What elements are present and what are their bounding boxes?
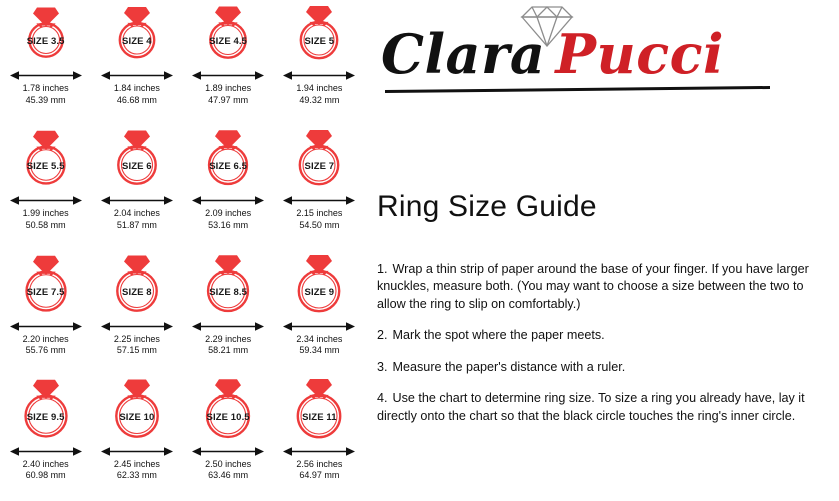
instruction-step-text: Wrap a thin strip of paper around the base of your finger. If you have larger knuckles, measure both. (You may want to choose a size between the two to allow the ring to slip on comfortably.) xyxy=(377,261,809,311)
ring-size-cell xyxy=(274,0,365,125)
instruction-list xyxy=(377,248,829,439)
ring-measure-mm: 60.98 mm xyxy=(25,470,66,481)
ring-measure-mm: 49.32 mm xyxy=(299,94,340,105)
ring-measure-mm: 51.87 mm xyxy=(116,219,157,230)
ring-illustration xyxy=(189,2,267,68)
ring-illustration xyxy=(98,127,176,193)
ring-illustration xyxy=(7,378,85,444)
ring-size-cell xyxy=(183,376,274,501)
ring-measurements xyxy=(23,334,69,357)
ring-size-label: SIZE 4.5 xyxy=(209,36,247,47)
measure-arrow-icon xyxy=(282,69,356,82)
ring-size-label: SIZE 5.5 xyxy=(26,161,65,173)
ring-size-cell xyxy=(274,125,365,250)
ring-measure-mm: 64.97 mm xyxy=(299,470,340,481)
measure-arrow-icon xyxy=(191,69,265,82)
instruction-step xyxy=(377,327,829,345)
brand-underline xyxy=(385,86,770,93)
ring-size-cell xyxy=(91,0,182,125)
instruction-step-number: 3. xyxy=(377,359,388,374)
ring-measure-mm: 58.21 mm xyxy=(208,345,249,355)
ring-measure-inches: 2.15 inches xyxy=(296,208,343,219)
ring-illustration xyxy=(98,2,176,68)
ring-illustration xyxy=(98,253,176,319)
ring-measure-mm: 47.97 mm xyxy=(208,94,249,105)
measure-arrow-icon xyxy=(282,194,356,207)
measure-arrow-icon xyxy=(100,320,174,333)
ring-measure-inches: 1.89 inches xyxy=(205,83,252,93)
instruction-step xyxy=(377,261,829,314)
ring-measurements xyxy=(114,208,160,231)
ring-size-label: SIZE 11 xyxy=(302,411,337,423)
ring-measurements xyxy=(205,334,251,357)
ring-measure-inches: 2.40 inches xyxy=(22,458,69,469)
ring-size-cell xyxy=(274,376,365,501)
ring-measure-inches: 1.78 inches xyxy=(22,83,69,93)
ring-measure-mm: 45.39 mm xyxy=(25,94,66,105)
brand-name-second: Pucci xyxy=(555,22,725,86)
ring-measurements xyxy=(23,459,69,482)
ring-measurements xyxy=(296,334,342,357)
ring-measure-inches: 1.94 inches xyxy=(296,83,343,93)
ring-illustration xyxy=(189,378,267,444)
ring-measure-inches: 2.20 inches xyxy=(22,333,69,344)
ring-illustration xyxy=(7,127,85,193)
instruction-step-text: Mark the spot where the paper meets. xyxy=(392,328,605,343)
ring-size-cell xyxy=(0,0,91,125)
ring-measure-inches: 2.04 inches xyxy=(113,208,160,219)
ring-size-cell xyxy=(0,251,91,376)
ring-measure-inches: 2.29 inches xyxy=(205,333,252,344)
instruction-step xyxy=(377,359,829,377)
measure-arrow-icon xyxy=(282,445,356,458)
instruction-step-number: 1. xyxy=(377,261,388,276)
measure-arrow-icon xyxy=(9,320,83,333)
measure-arrow-icon xyxy=(282,320,356,333)
ring-measure-mm: 63.46 mm xyxy=(208,470,249,481)
ring-size-cell xyxy=(91,376,182,501)
ring-measure-mm: 50.58 mm xyxy=(25,219,66,230)
ring-measure-mm: 54.50 mm xyxy=(299,219,340,230)
ring-size-cell xyxy=(0,125,91,250)
ring-measurements xyxy=(23,83,69,106)
ring-illustration xyxy=(7,253,85,319)
ring-size-label: SIZE 8.5 xyxy=(209,286,247,298)
ring-measurements xyxy=(296,83,342,106)
brand-wordmark xyxy=(381,22,781,86)
ring-measure-inches: 2.09 inches xyxy=(205,208,252,219)
ring-size-label: SIZE 10.5 xyxy=(206,411,250,423)
measure-arrow-icon xyxy=(9,194,83,207)
measure-arrow-icon xyxy=(9,445,83,458)
ring-measure-inches: 2.34 inches xyxy=(296,333,343,344)
ring-measure-mm: 57.15 mm xyxy=(116,345,157,355)
ring-measurements xyxy=(114,334,160,357)
ring-size-label: SIZE 9 xyxy=(304,286,335,298)
ring-size-cell xyxy=(91,251,182,376)
instruction-step-text: Use the chart to determine ring size. To size a ring you already have, lay it directly onto the chart so that the black circle touches the ring's inner circle. xyxy=(377,391,805,423)
ring-measure-inches: 2.56 inches xyxy=(296,458,343,469)
ring-measure-mm: 46.68 mm xyxy=(116,94,157,105)
ring-size-cell xyxy=(91,125,182,250)
page-title: Ring Size Guide xyxy=(377,190,597,223)
ring-size-label: SIZE 5 xyxy=(304,36,335,47)
ring-size-label: SIZE 7.5 xyxy=(26,286,65,298)
ring-size-label: SIZE 6 xyxy=(122,161,152,173)
ring-illustration xyxy=(280,127,358,193)
instruction-step-number: 2. xyxy=(377,328,388,343)
measure-arrow-icon xyxy=(191,445,265,458)
ring-measure-inches: 1.84 inches xyxy=(113,83,160,93)
measure-arrow-icon xyxy=(100,69,174,82)
ring-size-label: SIZE 6.5 xyxy=(209,161,247,173)
ring-measurements xyxy=(205,208,251,231)
ring-measurements xyxy=(114,83,160,106)
ring-measure-mm: 59.34 mm xyxy=(299,345,340,355)
ring-illustration xyxy=(280,2,358,68)
ring-size-cell xyxy=(183,0,274,125)
ring-illustration xyxy=(280,253,358,319)
instruction-step-number: 4. xyxy=(377,391,388,406)
ring-measure-mm: 53.16 mm xyxy=(208,219,249,230)
ring-measurements xyxy=(205,83,251,106)
ring-size-label: SIZE 10 xyxy=(119,411,155,423)
ring-measure-mm: 62.33 mm xyxy=(116,470,157,481)
ring-size-cell xyxy=(0,376,91,501)
measure-arrow-icon xyxy=(191,194,265,207)
ring-measure-inches: 2.25 inches xyxy=(113,333,160,344)
ring-size-label: SIZE 9.5 xyxy=(26,411,65,423)
measure-arrow-icon xyxy=(100,194,174,207)
ring-illustration xyxy=(280,378,358,444)
brand-logo xyxy=(373,4,773,114)
ring-measurements xyxy=(205,459,251,482)
measure-arrow-icon xyxy=(191,320,265,333)
ring-measure-mm: 55.76 mm xyxy=(25,345,66,355)
ring-size-cell xyxy=(274,251,365,376)
ring-size-label: SIZE 7 xyxy=(304,161,335,173)
ring-illustration xyxy=(189,253,267,319)
instruction-step xyxy=(377,390,829,425)
ring-size-grid xyxy=(0,0,365,501)
ring-measurements xyxy=(296,459,342,482)
ring-size-cell xyxy=(183,251,274,376)
ring-measurements xyxy=(23,208,69,231)
ring-measure-inches: 1.99 inches xyxy=(22,208,69,219)
measure-arrow-icon xyxy=(100,445,174,458)
right-panel xyxy=(365,0,839,501)
ring-size-label: SIZE 8 xyxy=(122,286,152,298)
ring-illustration xyxy=(98,378,176,444)
ring-measure-inches: 2.45 inches xyxy=(113,458,160,469)
ring-measure-inches: 2.50 inches xyxy=(205,458,252,469)
ring-illustration xyxy=(189,127,267,193)
ring-size-label: SIZE 4 xyxy=(122,36,152,47)
ring-size-cell xyxy=(183,125,274,250)
ring-measurements xyxy=(296,208,342,231)
brand-name-first: Clara xyxy=(381,22,546,86)
ring-measurements xyxy=(114,459,160,482)
ring-illustration xyxy=(7,2,85,68)
measure-arrow-icon xyxy=(9,69,83,82)
instruction-step-text: Measure the paper's distance with a ruler. xyxy=(392,359,626,374)
ring-size-label: SIZE 3.5 xyxy=(26,36,65,47)
